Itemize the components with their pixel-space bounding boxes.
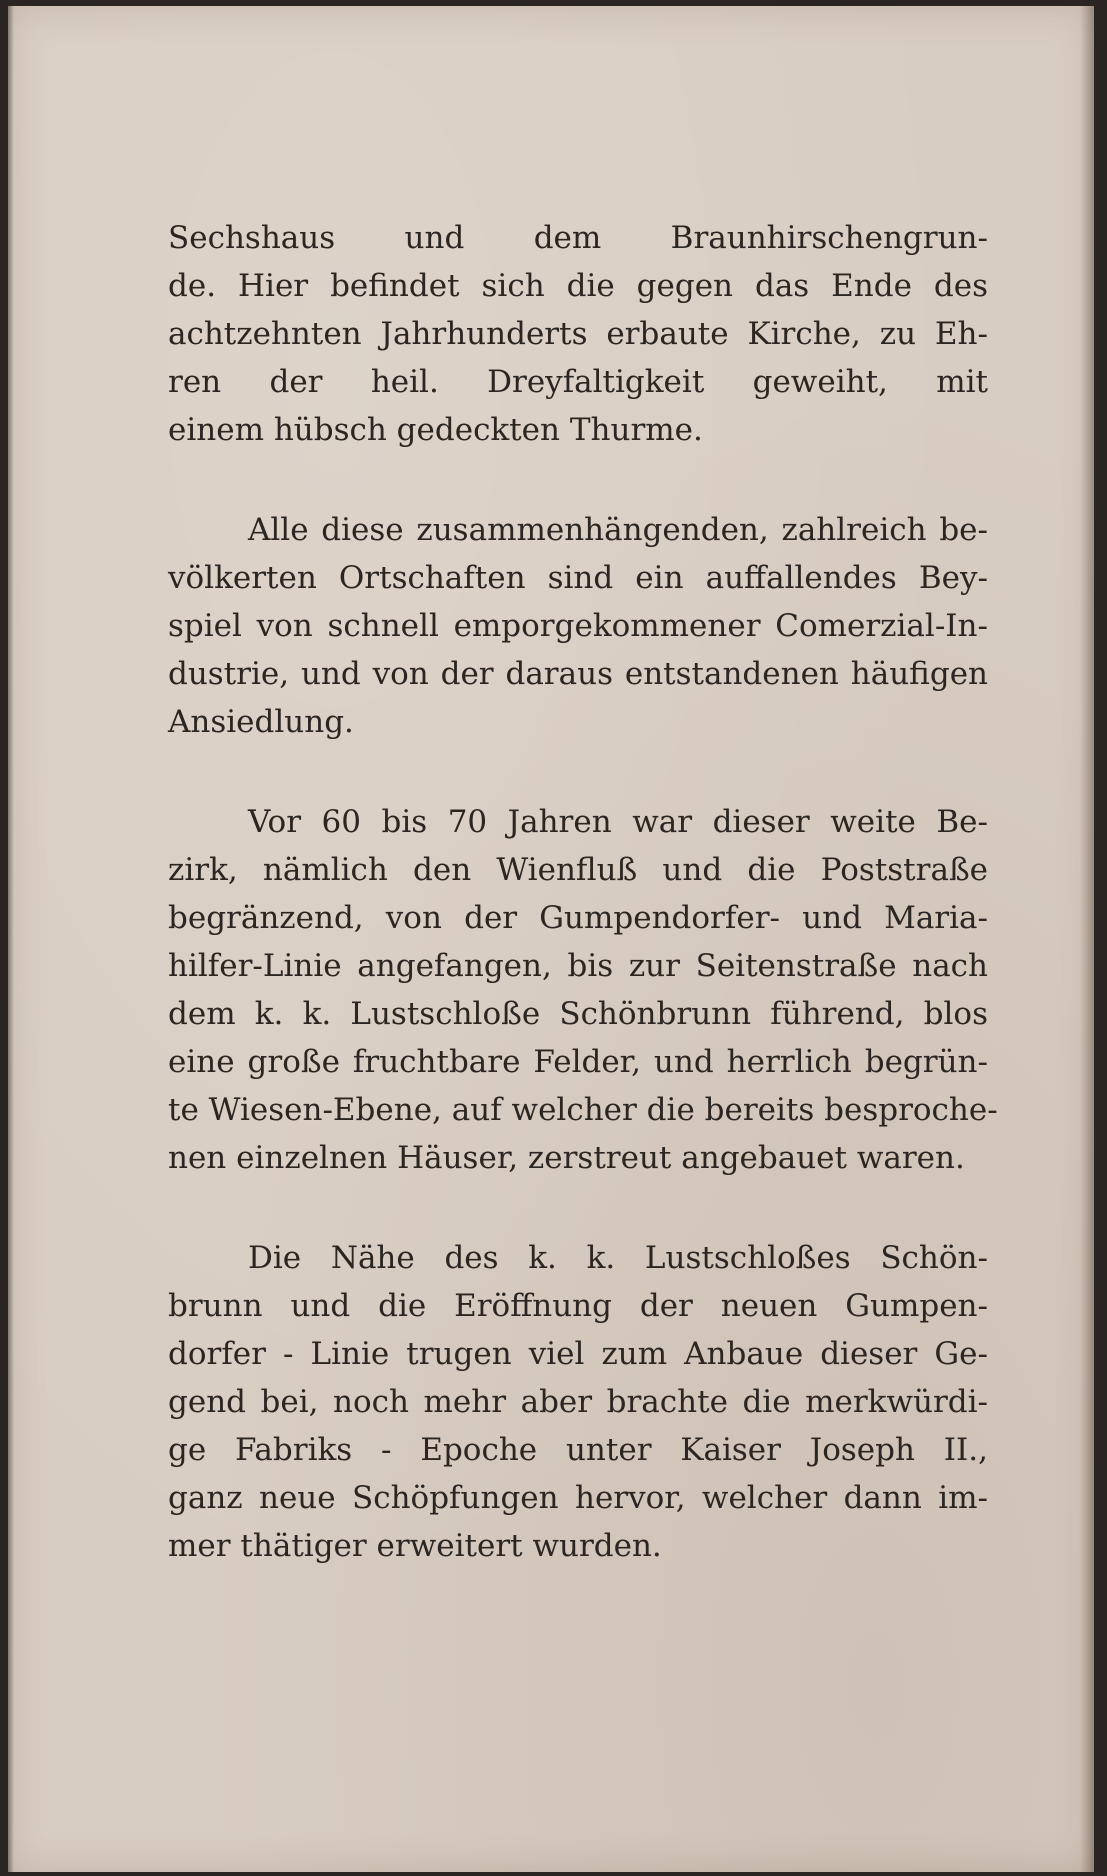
text-line: ge Fabriks - Epoche unter Kaiser Joseph II.,	[168, 1432, 988, 1468]
text-line: zirk, nämlich den Wienfluß und die Poststraße	[168, 852, 988, 888]
text-line: dustrie, und von der daraus entstandenen häufigen	[168, 656, 988, 692]
text-line: ren der heil. Dreyfaltigkeit geweiht, mit	[168, 364, 988, 400]
text-line: eine große fruchtbare Felder, und herrlich begrün-	[168, 1044, 988, 1080]
paragraph-3	[168, 798, 998, 1182]
paragraph-1	[168, 214, 988, 454]
page-left-edge	[8, 6, 14, 1872]
text-line: Die Nähe des k. k. Lustschloßes Schön-	[248, 1240, 988, 1276]
page-right-edge	[1080, 6, 1094, 1872]
text-line: nen einzelnen Häuser, zerstreut angebauet waren.	[168, 1140, 965, 1176]
text-line: begränzend, von der Gumpendorfer- und Maria-	[168, 900, 988, 936]
text-line: gend bei, noch mehr aber brachte die merkwürdi-	[168, 1384, 988, 1420]
text-line: dem k. k. Lustschloße Schönbrunn führend, blos	[168, 996, 988, 1032]
text-line: spiel von schnell emporgekommener Comerzial-In-	[168, 608, 988, 644]
text-line: mer thätiger erweitert wurden.	[168, 1528, 662, 1564]
text-line: de. Hier befindet sich die gegen das Ende des	[168, 268, 988, 304]
text-line: hilfer-Linie angefangen, bis zur Seitenstraße nach	[168, 948, 988, 984]
text-line: dorfer - Linie trugen viel zum Anbaue dieser Ge-	[168, 1336, 988, 1372]
text-line: Ansiedlung.	[168, 704, 354, 740]
text-line: brunn und die Eröffnung der neuen Gumpen-	[168, 1288, 988, 1324]
text-line: Alle diese zusammenhängenden, zahlreich be-	[248, 512, 988, 548]
text-line: einem hübsch gedeckten Thurme.	[168, 412, 703, 448]
text-line: te Wiesen-Ebene, auf welcher die bereits besproche-	[168, 1092, 998, 1128]
text-line: Vor 60 bis 70 Jahren war dieser weite Be-	[248, 804, 988, 840]
page-text	[168, 214, 998, 1622]
text-line: ganz neue Schöpfungen hervor, welcher dann im-	[168, 1480, 988, 1516]
text-line: völkerten Ortschaften sind ein auffallendes Bey-	[168, 560, 988, 596]
paragraph-4	[168, 1234, 988, 1570]
text-line: achtzehnten Jahrhunderts erbaute Kirche, zu Eh-	[168, 316, 988, 352]
paragraph-2	[168, 506, 988, 746]
text-line: Sechshaus und dem Braunhirschengrun-	[168, 220, 988, 256]
book-page	[8, 6, 1094, 1872]
